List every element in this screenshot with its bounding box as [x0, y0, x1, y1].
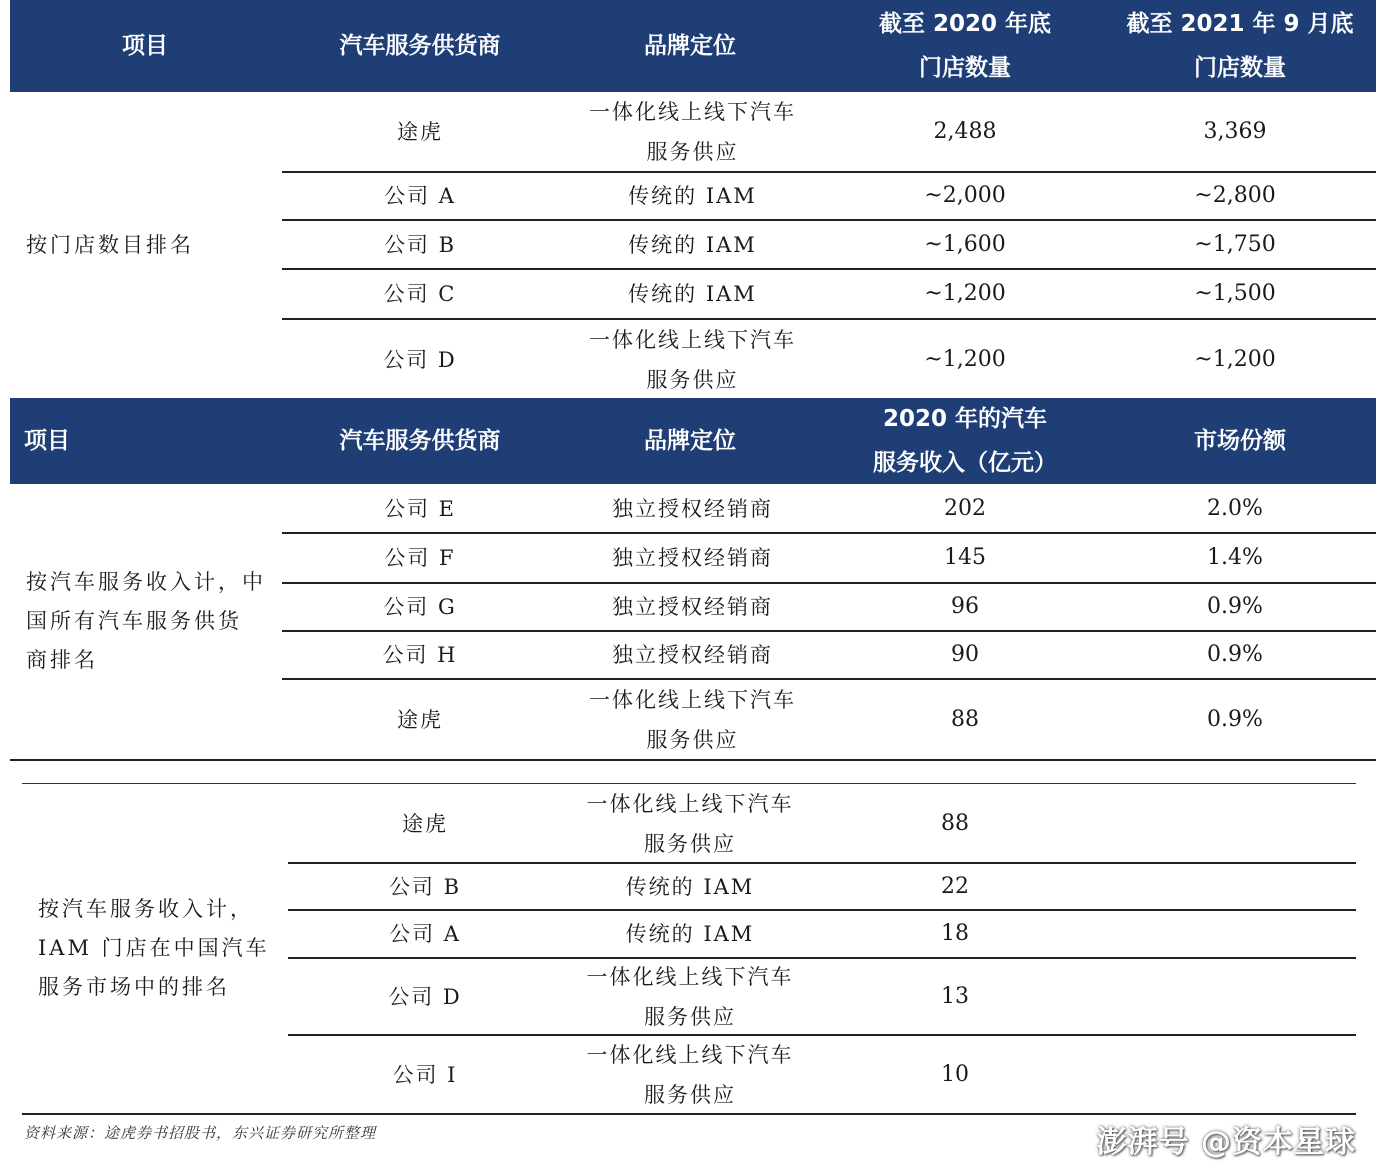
- table1-group-label: 按门店数目排名: [26, 233, 194, 257]
- value-cell: 96: [951, 594, 979, 619]
- value-cell: 10: [941, 1062, 969, 1087]
- value-cell: ~2,000: [924, 183, 1006, 208]
- provider-cell: 公司 G: [383, 595, 457, 619]
- value-cell: 88: [951, 707, 979, 732]
- value-cell: ~2,800: [1194, 183, 1276, 208]
- header-stores-2021: 截至 2021 年 9 月底 门店数量: [1126, 11, 1354, 81]
- header-provider: 汽车服务供货商: [339, 428, 501, 454]
- value-cell: 1.4%: [1207, 545, 1263, 570]
- table2-header: [10, 398, 1376, 484]
- value-cell: ~1,600: [924, 231, 1006, 257]
- table-bottom-border: [22, 1113, 1356, 1115]
- brand-cell: 一体化线上线下汽车 服务供应: [586, 792, 794, 856]
- value-cell: 145: [944, 545, 986, 570]
- brand-cell: 一体化线上线下汽车 服务供应: [586, 1043, 794, 1107]
- value-cell: 202: [944, 496, 986, 521]
- table2-group-label: 按汽车服务收入计，中 国所有汽车服务供货 商排名: [26, 570, 266, 672]
- value-cell: ~1,200: [924, 281, 1006, 306]
- value-cell: 22: [941, 874, 969, 899]
- brand-cell: 独立授权经销商: [612, 595, 773, 619]
- header-provider: 汽车服务供货商: [339, 33, 501, 59]
- provider-cell: 公司 B: [388, 875, 462, 899]
- value-cell: 0.9%: [1207, 642, 1263, 667]
- brand-cell: 传统的 IAM: [628, 184, 757, 208]
- brand-cell: 独立授权经销商: [612, 546, 773, 570]
- table1-header: [10, 0, 1376, 92]
- header-stores-2020: 截至 2020 年底 门店数量: [878, 11, 1052, 81]
- header-project: 项目: [122, 33, 168, 59]
- table-bottom-border: [10, 759, 1376, 761]
- provider-cell: 公司 I: [392, 1063, 458, 1087]
- provider-cell: 公司 C: [383, 282, 457, 306]
- value-cell: ~1,500: [1194, 281, 1276, 306]
- brand-cell: 传统的 IAM: [628, 232, 757, 257]
- brand-cell: 一体化线上线下汽车 服务供应: [589, 688, 796, 752]
- provider-cell: 公司 H: [382, 643, 458, 667]
- value-cell: 3,369: [1203, 119, 1267, 144]
- header-project: 项目: [24, 428, 70, 454]
- provider-cell: 途虎: [397, 708, 443, 732]
- provider-cell: 公司 D: [388, 985, 462, 1009]
- table3-group-label: 按汽车服务收入计， IAM 门店在中国汽车 服务市场中的排名: [38, 897, 270, 999]
- value-cell: 13: [941, 984, 969, 1009]
- value-cell: ~1,200: [1194, 347, 1276, 372]
- brand-cell: 一体化线上线下汽车 服务供应: [589, 328, 796, 392]
- value-cell: ~1,750: [1194, 231, 1276, 257]
- provider-cell: 公司 A: [384, 184, 456, 208]
- header-brand: 品牌定位: [644, 33, 736, 59]
- source-note: 资料来源：途虎券书招股书，东兴证券研究所整理: [24, 1124, 377, 1142]
- brand-cell: 传统的 IAM: [625, 922, 755, 946]
- header-market-share: 市场份额: [1194, 428, 1286, 454]
- value-cell: 0.9%: [1207, 594, 1263, 619]
- provider-cell: 公司 E: [383, 497, 456, 521]
- provider-cell: 途虎: [402, 812, 448, 836]
- watermark: 澎湃号 @资本星球: [1096, 1125, 1356, 1160]
- value-cell: 2.0%: [1207, 496, 1263, 521]
- value-cell: ~1,200: [924, 347, 1006, 372]
- provider-cell: 公司 D: [383, 348, 457, 372]
- brand-cell: 独立授权经销商: [612, 643, 773, 667]
- value-cell: 90: [951, 642, 979, 667]
- value-cell: 2,488: [933, 119, 997, 144]
- provider-cell: 公司 F: [384, 546, 456, 570]
- header-revenue: 2020 年的汽车 服务收入（亿元）: [873, 406, 1057, 476]
- brand-cell: 传统的 IAM: [628, 282, 757, 306]
- provider-cell: 公司 A: [389, 922, 461, 946]
- header-brand: 品牌定位: [644, 428, 736, 454]
- value-cell: 18: [941, 921, 969, 946]
- brand-cell: 独立授权经销商: [612, 497, 773, 521]
- brand-cell: 一体化线上线下汽车 服务供应: [589, 100, 796, 164]
- provider-cell: 途虎: [397, 120, 443, 144]
- brand-cell: 传统的 IAM: [625, 875, 755, 899]
- brand-cell: 一体化线上线下汽车 服务供应: [586, 965, 794, 1029]
- value-cell: 88: [941, 811, 969, 836]
- value-cell: 0.9%: [1207, 707, 1263, 732]
- provider-cell: 公司 B: [383, 232, 457, 257]
